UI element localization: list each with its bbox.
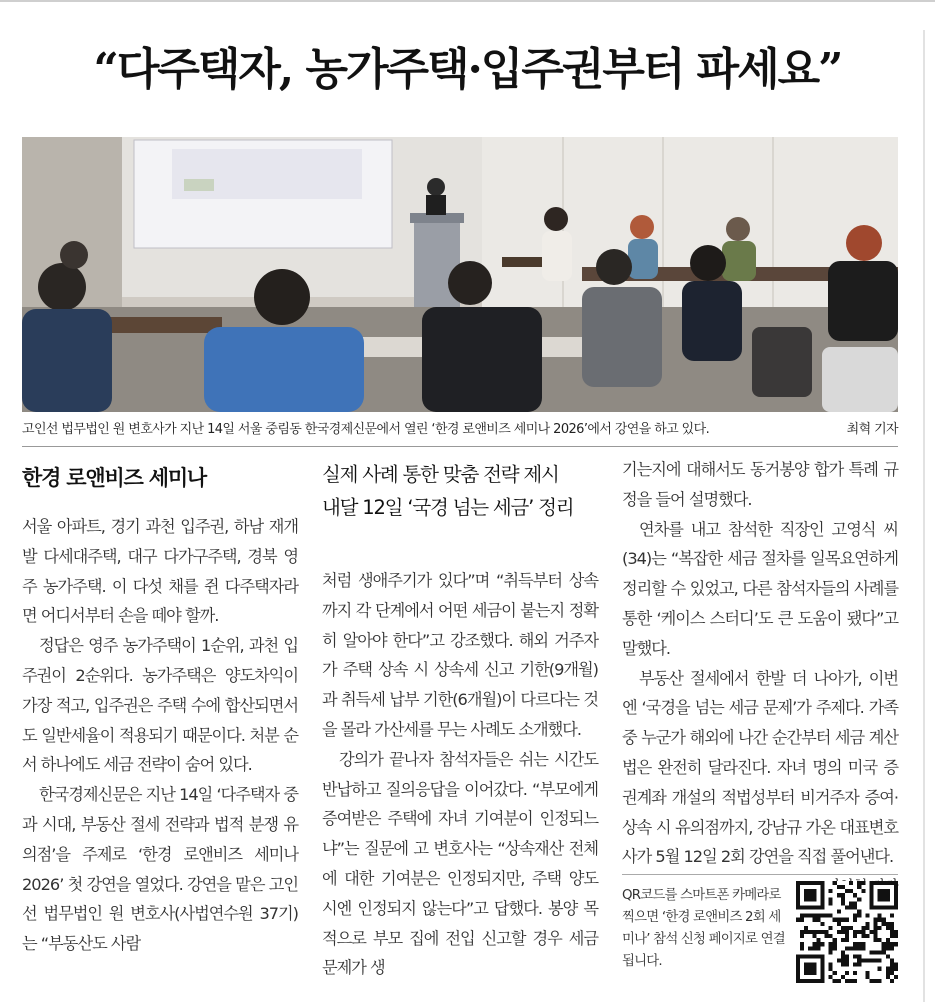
paragraph: 강의가 끝나자 참석자들은 쉬는 시간도 반납하고 질의응답을 이어갔다. “부모에게 증여받은 주택에 자녀 기여분이 인정되느냐”는 질문에 고 변호사는 “상속재산 전체에 대한 기여분은 인정되지만, 주택 양도 시엔 인정되지 않는다”고 답했다. 봉양 목적으로 부모 집에 전입 신고할 경우 세금 문제가 생	[322, 749, 598, 978]
photo-credit: 최혁 기자	[846, 422, 898, 437]
qr-code-icon[interactable]	[796, 881, 898, 983]
seminar-photo	[22, 137, 898, 412]
paragraph: 연차를 내고 참석한 직장인 고영식 씨(34)는 “복잡한 세금 절차를 일목요연하게 정리할 수 있었고, 다른 참석자들의 사례를 통한 ‘케이스 스터디’도 큰 도움이 됐다”고 말했다.	[622, 519, 898, 658]
qr-instruction: QR코드를 스마트폰 카메라로 찍으면 ‘한경 로앤비즈 2회 세미나’ 참석 신청 페이지로 연결됩니다.	[622, 888, 785, 969]
caption-text: 고인선 법무법인 원 변호사가 지난 14일 서울 중림동 한국경제신문에서 열린 ‘한경 로앤비즈 세미나 2026’에서 강연을 하고 있다.	[22, 422, 710, 437]
paragraph: 처럼 생애주기가 있다”며 “취득부터 상속까지 각 단계에서 어떤 세금이 붙는지 정확히 알아야 한다”고 강조했다. 해외 거주자가 주택 상속 시 상속세 신고 기한(9개월)과 취득세 납부 기한(6개월)이 다르다는 것을 몰라 가산세를 무는 사례도 소개했다.	[322, 571, 598, 739]
article-column-3	[622, 455, 898, 902]
right-border	[923, 30, 925, 1002]
caption-rule	[22, 446, 898, 447]
photo-caption	[22, 418, 898, 438]
paragraph: 기는지에 대해서도 동거봉양 합가 특례 규정을 들어 설명했다.	[622, 460, 898, 509]
paragraph: 서울 아파트, 경기 과천 입주권, 하남 재개발 다세대주택, 대구 다가구주택, 경북 영주 농가주택. 이 다섯 채를 쥔 다주택자라면 어디서부터 손을 떼야 할까.	[22, 517, 298, 626]
headline: “다주택자, 농가주택·입주권부터 파세요”	[93, 44, 842, 95]
top-border	[0, 0, 935, 2]
paragraph: 한국경제신문은 지난 14일 ‘다주택자 중과 시대, 부동산 절세 전략과 법적 분쟁 유의점’을 주제로 ‘한경 로앤비즈 세미나 2026’ 첫 강연을 열었다. 강연을 맡은 고인선 법무법인 원 변호사(사법연수원 37기)는 “부동산도 사람	[22, 785, 298, 954]
subheadline	[322, 458, 598, 524]
article-column-2	[322, 566, 598, 983]
paragraph: 정답은 영주 농가주택이 1순위, 과천 입주권이 2순위다. 농가주택은 양도차익이 가장 적고, 입주권은 주택 수에 합산되면서도 일반세율이 적용되기 때문이다. 처분 순서 하나에도 세금 전략이 숨어 있다.	[22, 636, 298, 775]
section-title: 한경 로앤비즈 세미나	[22, 466, 206, 490]
subheadline-line-1: 실제 사례 통한 맞춤 전략 제시	[322, 463, 559, 486]
qr-info-box	[622, 874, 898, 985]
paragraph-text: 부동산 절세에서 한발 더 나아가, 이번엔 ‘국경을 넘는 세금 문제’가 주제다. 가족 중 누군가 해외에 나간 순간부터 세금 계산법은 완전히 달라진다. 자녀 명의 미국 증권계좌 개설의 적법성부터 비거주자 증여·상속 시 유의점까지, 강남규 가온 대표변호사가 5월 12일 2회 강연을 직접 풀어낸다.	[622, 668, 898, 867]
article-column-1	[22, 512, 298, 959]
subheadline-line-2: 내달 12일 ‘국경 넘는 세금’ 정리	[322, 496, 574, 519]
paragraph	[622, 664, 898, 873]
